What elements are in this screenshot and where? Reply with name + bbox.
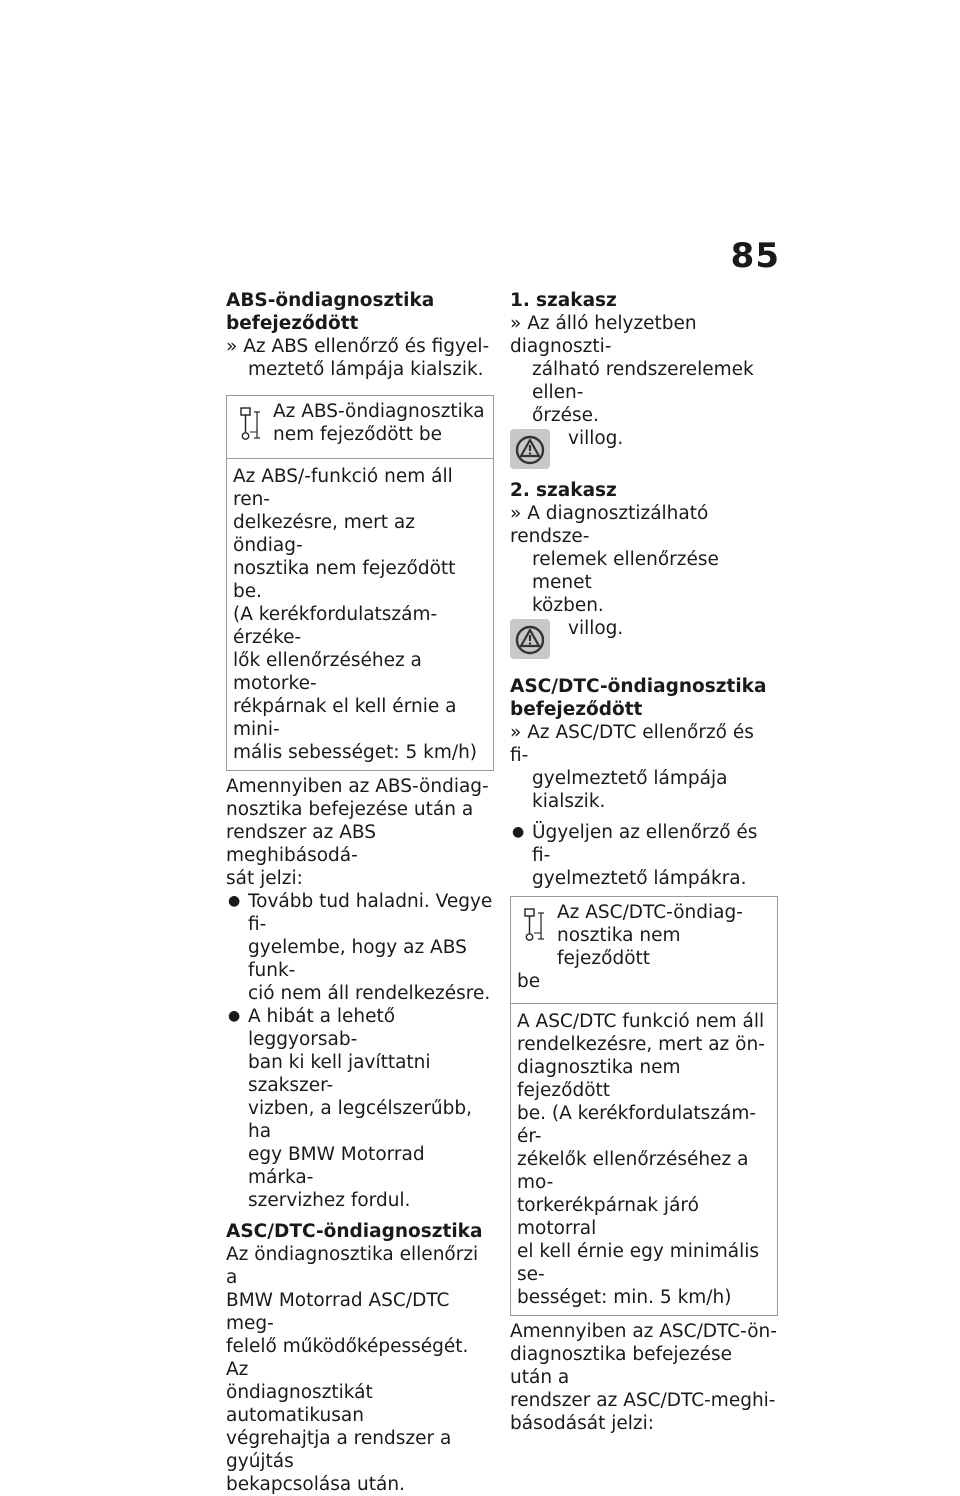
- abs-lamp-line-1: » Az ABS ellenőrző és figyel-: [226, 336, 490, 357]
- asc-note-line: torkerékpárnak járó motorral: [517, 1195, 699, 1239]
- asc-note-title-3: be: [517, 971, 541, 992]
- asc-note-line: A ASC/DTC funkció nem áll: [517, 1011, 765, 1032]
- text-line: gyelmeztető lámpákra.: [532, 868, 747, 889]
- abs-note-line: nosztika nem fejeződött be.: [233, 558, 456, 602]
- abs-paragraph: [226, 775, 494, 890]
- general-warning-light-icon: [510, 429, 550, 469]
- text-line: » Az ASC/DTC ellenőrző és fi-: [510, 722, 754, 766]
- text-line: sát jelzi:: [226, 868, 303, 889]
- diagnosis-wrench-icon: [521, 907, 551, 943]
- text-line: básodását jelzi:: [510, 1413, 654, 1434]
- abs-note-title-2: nem fejeződött be: [273, 424, 443, 445]
- text-line: felelő működőképességét. Az: [226, 1336, 469, 1380]
- abs-note-title-1: Az ABS-öndiagnosztika: [273, 401, 485, 422]
- asc-lamp-text: [510, 721, 778, 813]
- bullet-icon: ●: [512, 824, 525, 840]
- text-line: A hibát a lehető leggyorsab-: [248, 1006, 396, 1050]
- heading-asc-done-2: befejeződött: [510, 699, 643, 720]
- text-line: közben.: [532, 595, 604, 616]
- bullet-icon: ●: [228, 1008, 241, 1024]
- asc-note-line: be. (A kerékfordulatszám-ér-: [517, 1103, 757, 1147]
- text-line: » A diagnosztizálható rendsze-: [510, 503, 709, 547]
- heading-asc-done: ASC/DTC-öndiagnosztika: [510, 676, 767, 697]
- text-line: Amennyiben az ASC/DTC-ön-: [510, 1321, 777, 1342]
- asc-note-line: zékelők ellenőrzéséhez a mo-: [517, 1149, 749, 1193]
- text-line: Ügyeljen az ellenőrző és fi-: [532, 822, 758, 866]
- general-warning-light-icon: [510, 619, 550, 659]
- heading-asc-dtc: ASC/DTC-öndiagnosztika: [226, 1221, 483, 1242]
- asc-note-title-1: Az ASC/DTC-öndiag-: [557, 902, 743, 923]
- asc-fault-paragraph: [510, 1320, 778, 1435]
- step-2-number: 2.: [510, 480, 530, 501]
- step-1-number: 1.: [510, 290, 530, 311]
- heading-abs-done: ABS-öndiagnosztika: [226, 290, 435, 311]
- text-line: rendszer az ASC/DTC-meghi-: [510, 1390, 776, 1411]
- warning-light-row-2: [510, 617, 778, 661]
- text-line: Amennyiben az ABS-öndiag-: [226, 776, 489, 797]
- asc-note-line: el kell érnie egy minimális se-: [517, 1241, 760, 1285]
- asc-note-line: bességet: min. 5 km/h): [517, 1287, 732, 1308]
- bullet-item-continue: [226, 890, 494, 1005]
- bullet-item-watch-lamps: [510, 821, 778, 890]
- text-line: ban ki kell javíttatni szakszer-: [248, 1052, 431, 1096]
- warning-light-row-1: [510, 427, 778, 471]
- text-line: gyelembe, hogy az ABS funk-: [248, 937, 467, 981]
- text-line: bekapcsolása után.: [226, 1474, 405, 1495]
- text-line: relemek ellenőrzése menet: [532, 549, 719, 593]
- abs-note-line: Az ABS/-funkció nem áll ren-: [233, 466, 453, 510]
- heading-abs-done-2: befejeződött: [226, 313, 359, 334]
- text-line: vizben, a legcélszerűbb, ha: [248, 1098, 473, 1142]
- text-line: zálható rendszerelemek ellen-: [532, 359, 754, 403]
- text-line: diagnosztika befejezése után a: [510, 1344, 733, 1388]
- step-1-heading: [510, 289, 778, 312]
- asc-paragraph: [226, 1243, 494, 1496]
- blink-label-2: villog.: [568, 618, 624, 639]
- text-line: Az öndiagnosztika ellenőrzi a: [226, 1244, 479, 1288]
- abs-note-box: [226, 395, 494, 771]
- text-line: őrzése.: [532, 405, 599, 426]
- step-1-text: [510, 312, 778, 427]
- text-line: nosztika befejezése után a: [226, 799, 474, 820]
- asc-note-title-2: nosztika nem fejeződött: [557, 925, 681, 969]
- abs-note-line: lők ellenőrzéséhez a motorke-: [233, 650, 422, 694]
- step-2-title: szakasz: [536, 480, 617, 501]
- text-line: végrehajtja a rendszer a gyújtás: [226, 1428, 452, 1472]
- left-column: [226, 289, 494, 1496]
- asc-note-box: [510, 896, 778, 1316]
- asc-note-line: rendelkezésre, mert az ön-: [517, 1034, 765, 1055]
- abs-note-line: rékpárnak el kell érnie a mini-: [233, 696, 457, 740]
- text-line: BMW Motorrad ASC/DTC meg-: [226, 1290, 450, 1334]
- text-line: szervizhez fordul.: [248, 1190, 411, 1211]
- step-1-title: szakasz: [536, 290, 617, 311]
- abs-note-line: (A kerékfordulatszám-érzéke-: [233, 604, 438, 648]
- asc-note-line: diagnosztika nem fejeződött: [517, 1057, 681, 1101]
- blink-label-1: villog.: [568, 428, 624, 449]
- abs-note-line: mális sebességet: 5 km/h): [233, 742, 478, 763]
- text-line: gyelmeztető lámpája kialszik.: [532, 768, 728, 812]
- text-line: öndiagnosztikát automatikusan: [226, 1382, 373, 1426]
- text-line: Tovább tud haladni. Vegye fi-: [248, 891, 493, 935]
- text-line: ció nem áll rendelkezésre.: [248, 983, 491, 1004]
- bullet-item-repair: [226, 1005, 494, 1212]
- step-2-heading: [510, 479, 778, 502]
- right-column: [510, 289, 778, 1435]
- text-line: » Az álló helyzetben diagnoszti-: [510, 313, 697, 357]
- page-number: 85: [730, 236, 780, 276]
- step-2-text: [510, 502, 778, 617]
- text-line: rendszer az ABS meghibásodá-: [226, 822, 376, 866]
- diagnosis-wrench-icon: [237, 406, 267, 442]
- bullet-icon: ●: [228, 893, 241, 909]
- text-line: egy BMW Motorrad márka-: [248, 1144, 425, 1188]
- abs-lamp-line-2: meztető lámpája kialszik.: [248, 359, 484, 380]
- abs-note-line: delkezésre, mert az öndiag-: [233, 512, 415, 556]
